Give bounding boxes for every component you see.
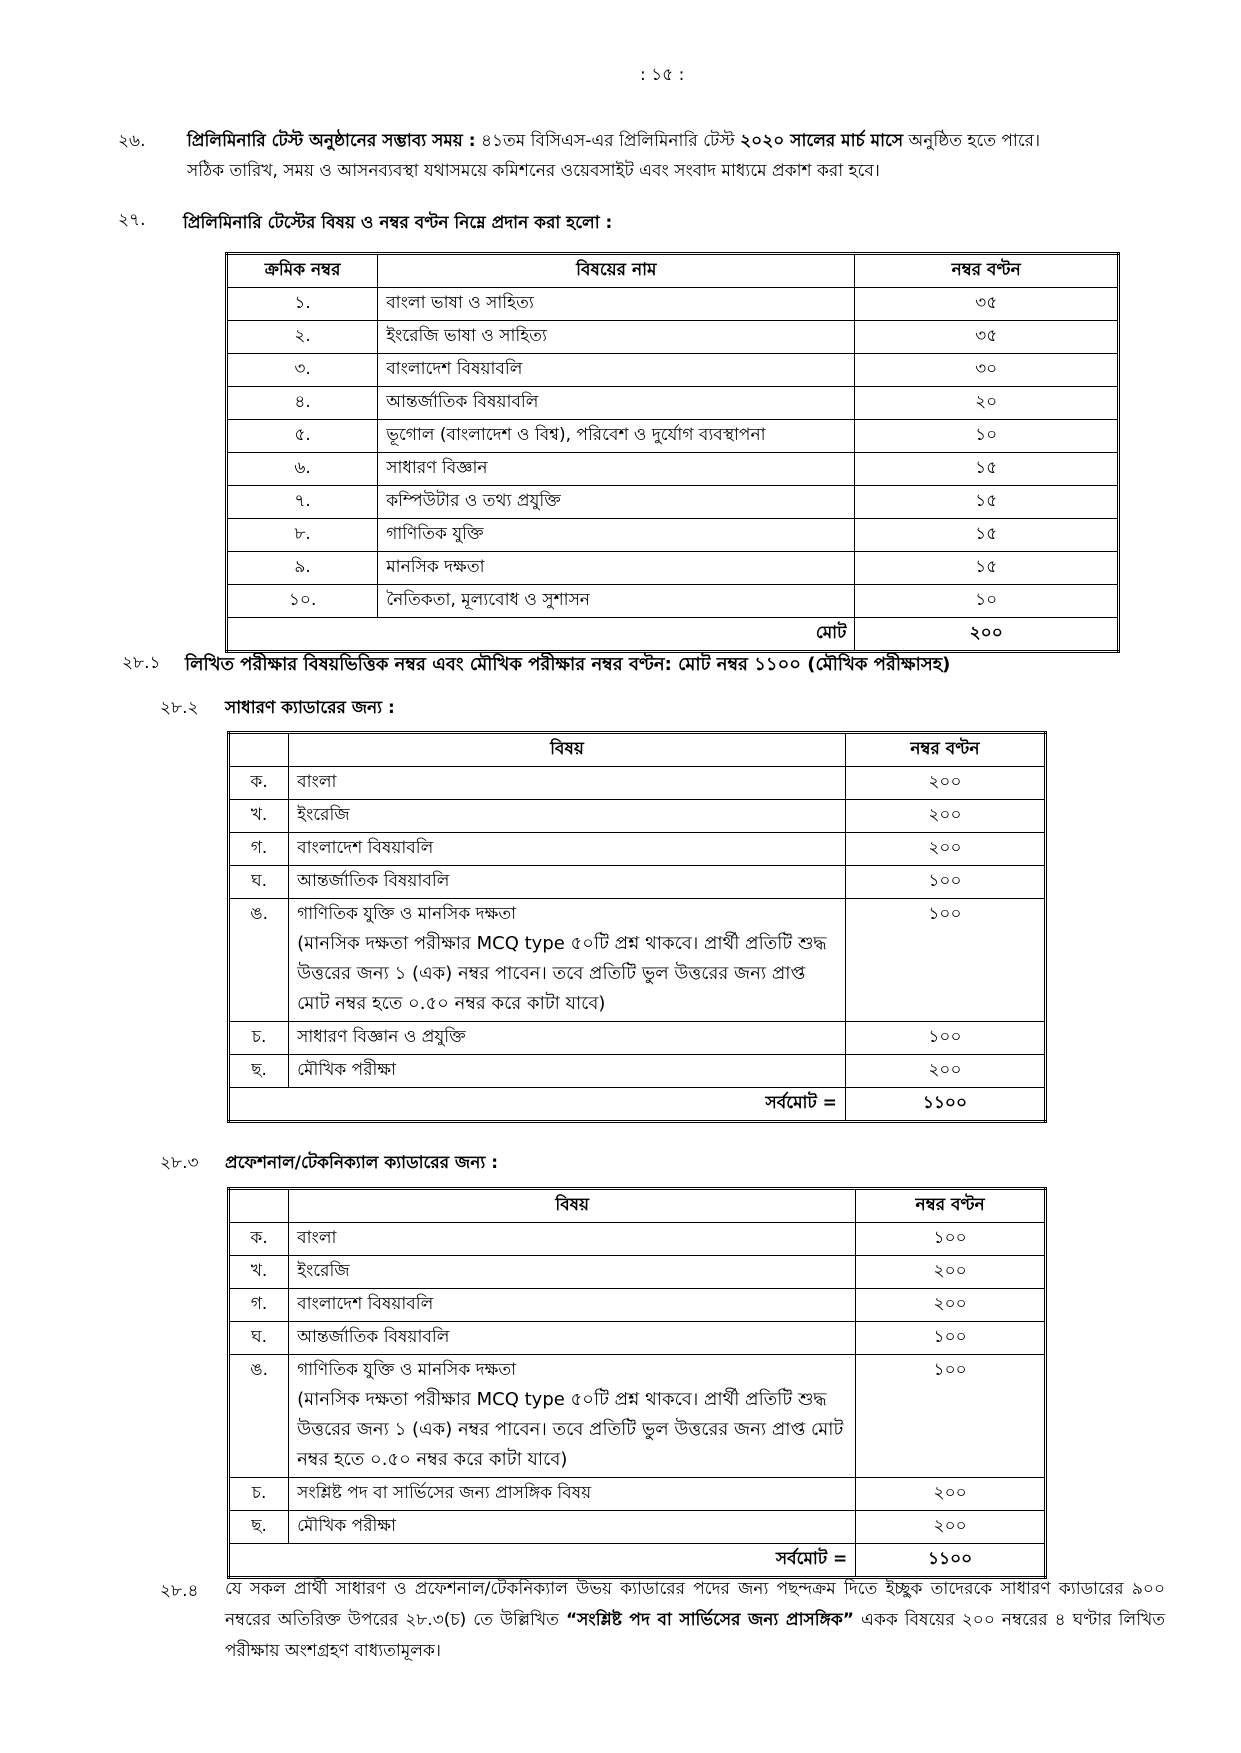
row-marks: ১৫ [855,486,1119,519]
section-26-text2: অনুষ্ঠিত হতে পারে। [908,131,1041,151]
row-number: খ. [229,800,289,833]
section-28-3-number: ২৮.৩ [160,1153,199,1173]
row-number: ঙ. [229,899,289,1022]
section-28-3-title: প্রফেশনাল/টেকনিক্যাল ক্যাডারের জন্য : [225,1153,499,1173]
row-subject: মানসিক দক্ষতা [378,552,855,585]
table-header-row [229,733,1046,767]
total-label: মোট [227,618,855,652]
subject-note: (মানসিক দক্ষতা পরীক্ষার MCQ type ৫০টি প্রশ্ন থাকবে। প্রার্থী প্রতিটি শুদ্ধ উত্তরের জন্য ১ (এক) নম্বর পাবেন। তবে প্রতিটি ভুল উত্তরের জন্য প্রাপ্ত মোট নম্বর হতে ০.৫০ নম্বর করে কাটা যাবে) [297,1389,844,1470]
table-row [229,1355,1046,1478]
table-row [227,288,1119,321]
subject-label: গাণিতিক যুক্তি ও মানসিক দক্ষতা [297,904,517,924]
row-number: ঘ. [229,1322,289,1355]
row-subject [289,1355,856,1478]
row-number: ক. [229,1223,289,1256]
section-26-title: প্রিলিমিনারি টেস্ট অনুষ্ঠানের সম্ভাব্য সময় : [187,131,476,151]
table-row [229,1511,1046,1544]
section-28-1-title: লিখিত পরীক্ষার বিষয়ভিত্তিক নম্বর এবং মৌখিক পরীক্ষার নম্বর বণ্টন: মোট নম্বর ১১০০ (মৌখিক পরীক্ষাসহ) [185,654,951,675]
section-28-4-text [225,1574,1165,1667]
row-number: চ. [229,1022,289,1055]
column-header: বিষয় [289,733,846,767]
row-number: ঙ. [229,1355,289,1478]
technical-cadre-table [227,1187,1047,1579]
table-row [229,1223,1046,1256]
row-marks: ১৫ [855,519,1119,552]
total-value: ১১০০ [856,1544,1046,1578]
section-26-line2: সঠিক তারিখ, সময় ও আসনব্যবস্থা যথাসময়ে কমিশনের ওয়েবসাইট এবং সংবাদ মাধ্যমে প্রকাশ করা হবে। [187,161,880,181]
section-28-4-emphasis: “সংশ্লিষ্ট পদ বা সার্ভিসের জন্য প্রাসঙ্গিক” [565,1610,854,1630]
table-row [229,1289,1046,1322]
row-subject: ইংরেজি [289,1256,856,1289]
section-28-2-number: ২৮.২ [160,698,199,718]
table-row [229,1022,1046,1055]
row-subject: নৈতিকতা, মূল্যবোধ ও সুশাসন [378,585,855,618]
table-row [229,899,1046,1022]
row-marks: ১৫ [855,453,1119,486]
row-number: গ. [229,833,289,866]
row-number: ৭. [227,486,378,519]
row-marks: ১০০ [856,1322,1046,1355]
table-row [227,486,1119,519]
prelim-marks-table [225,252,1120,653]
total-label: সর্বমোট = [229,1544,856,1578]
total-value: ২০০ [855,618,1119,652]
row-subject: সংশ্লিষ্ট পদ বা সার্ভিসের জন্য প্রাসঙ্গিক বিষয় [289,1478,856,1511]
section-26-text [187,126,1172,186]
section-28-4-number: ২৮.৪ [160,1581,199,1601]
row-number: ১০. [227,585,378,618]
row-marks: ৩৫ [855,321,1119,354]
column-header: নম্বর বণ্টন [855,254,1119,288]
row-marks: ১০০ [845,866,1045,899]
table-header-row [229,1189,1046,1223]
table-row [227,552,1119,585]
table-row [229,800,1046,833]
row-subject: ভূগোল (বাংলাদেশ ও বিশ্ব), পরিবেশ ও দুর্যোগ ব্যবস্থাপনা [378,420,855,453]
row-marks: ১০০ [856,1355,1046,1478]
row-subject: বাংলাদেশ বিষয়াবলি [289,1289,856,1322]
table-header-row [227,254,1119,288]
total-value: ১১০০ [845,1088,1045,1122]
table-row [227,453,1119,486]
table-row [227,321,1119,354]
row-number: চ. [229,1478,289,1511]
table-row [229,866,1046,899]
row-number: ক. [229,767,289,800]
row-marks: ২০ [855,387,1119,420]
row-subject: বাংলা ভাষা ও সাহিত্য [378,288,855,321]
table-row [229,1055,1046,1088]
row-number: ৩. [227,354,378,387]
table-row [229,767,1046,800]
row-number: ৯. [227,552,378,585]
table-row [227,420,1119,453]
row-subject: বাংলা [289,1223,856,1256]
table-row [229,833,1046,866]
row-number: ঘ. [229,866,289,899]
row-number: খ. [229,1256,289,1289]
row-number: ৮. [227,519,378,552]
section-26-text1: ৪১তম বিসিএস-এর প্রিলিমিনারি টেস্ট [480,131,735,151]
row-marks: ২০০ [856,1511,1046,1544]
row-subject: মৌখিক পরীক্ষা [289,1511,856,1544]
row-marks: ২০০ [845,833,1045,866]
column-header: ক্রমিক নম্বর [227,254,378,288]
row-subject: গাণিতিক যুক্তি [378,519,855,552]
column-header [229,733,289,767]
row-marks: ১৫ [855,552,1119,585]
general-cadre-table [227,731,1047,1123]
row-number: ১. [227,288,378,321]
row-marks: ১০ [855,585,1119,618]
row-marks: ৩৫ [855,288,1119,321]
table-row [227,519,1119,552]
column-header: নম্বর বণ্টন [856,1189,1046,1223]
row-marks: ২০০ [856,1289,1046,1322]
row-marks: ২০০ [845,767,1045,800]
row-marks: ১০০ [845,899,1045,1022]
row-number: গ. [229,1289,289,1322]
table-row [227,387,1119,420]
row-subject: বাংলা [289,767,846,800]
row-subject: কম্পিউটার ও তথ্য প্রযুক্তি [378,486,855,519]
total-label: সর্বমোট = [229,1088,846,1122]
row-subject: মৌখিক পরীক্ষা [289,1055,846,1088]
table-row [229,1322,1046,1355]
row-marks: ২০০ [845,1055,1045,1088]
row-marks: ১০ [855,420,1119,453]
section-28-4-text2: একক বিষয়ের ২০০ নম্বরের ৪ ঘণ্টার লিখিত পরীক্ষায় অংশগ্রহণ বাধ্যতামূলক। [225,1610,1165,1661]
row-subject: সাধারণ বিজ্ঞান ও প্রযুক্তি [289,1022,846,1055]
row-number: ৫. [227,420,378,453]
row-marks: ২০০ [856,1478,1046,1511]
row-number: ৬. [227,453,378,486]
row-subject: বাংলাদেশ বিষয়াবলি [289,833,846,866]
row-marks: ১০০ [856,1223,1046,1256]
row-subject: আন্তর্জাতিক বিষয়াবলি [289,866,846,899]
row-number: ছ. [229,1055,289,1088]
row-subject: আন্তর্জাতিক বিষয়াবলি [378,387,855,420]
column-header: বিষয়ের নাম [378,254,855,288]
section-28-1-number: ২৮.১ [122,653,161,673]
column-header: বিষয় [289,1189,856,1223]
section-27-number: ২৭. [118,210,146,230]
row-marks: ৩০ [855,354,1119,387]
row-number: ছ. [229,1511,289,1544]
row-subject: সাধারণ বিজ্ঞান [378,453,855,486]
subject-label: গাণিতিক যুক্তি ও মানসিক দক্ষতা [297,1360,517,1380]
row-subject: ইংরেজি ভাষা ও সাহিত্য [378,321,855,354]
table-row [227,354,1119,387]
table-total-row [229,1088,1046,1122]
section-26-date: ২০২০ সালের মার্চ মাসে [740,131,904,151]
row-subject: আন্তর্জাতিক বিষয়াবলি [289,1322,856,1355]
column-header [229,1189,289,1223]
section-28-2-title: সাধারণ ক্যাডারের জন্য : [225,698,395,718]
row-subject: ইংরেজি [289,800,846,833]
row-number: ২. [227,321,378,354]
table-row [227,585,1119,618]
section-27-title: প্রিলিমিনারি টেস্টের বিষয় ও নম্বর বণ্টন নিম্নে প্রদান করা হলো : [183,213,613,233]
column-header: নম্বর বণ্টন [845,733,1045,767]
row-marks: ১০০ [845,1022,1045,1055]
section-26-number: ২৬. [118,131,146,151]
table-total-row [227,618,1119,652]
table-row [229,1478,1046,1511]
subject-note: (মানসিক দক্ষতা পরীক্ষার MCQ type ৫০টি প্রশ্ন থাকবে। প্রার্থী প্রতিটি শুদ্ধ উত্তরের জন্য ১ (এক) নম্বর পাবেন। তবে প্রতিটি ভুল উত্তরের জন্য প্রাপ্ত মোট নম্বর হতে ০.৫০ নম্বর করে কাটা যাবে) [297,933,827,1014]
section-28-4-text1: যে সকল প্রার্থী সাধারণ ও প্রফেশনাল/টেকনিক্যাল উভয় ক্যাডারের পদের জন্য পছন্দক্রম দিতে ইচ্ছুক তাদেরকে সাধারণ ক্যাডারের ৯০০ নম্বরের অতিরিক্ত উপরের ২৮.৩(চ) তে উল্লিখিত [225,1579,1165,1630]
row-marks: ২০০ [856,1256,1046,1289]
row-marks: ২০০ [845,800,1045,833]
table-row [229,1256,1046,1289]
row-subject: বাংলাদেশ বিষয়াবলি [378,354,855,387]
row-subject [289,899,846,1022]
row-number: ৪. [227,387,378,420]
table-total-row [229,1544,1046,1578]
page-number: : ১৫ : [640,65,685,85]
